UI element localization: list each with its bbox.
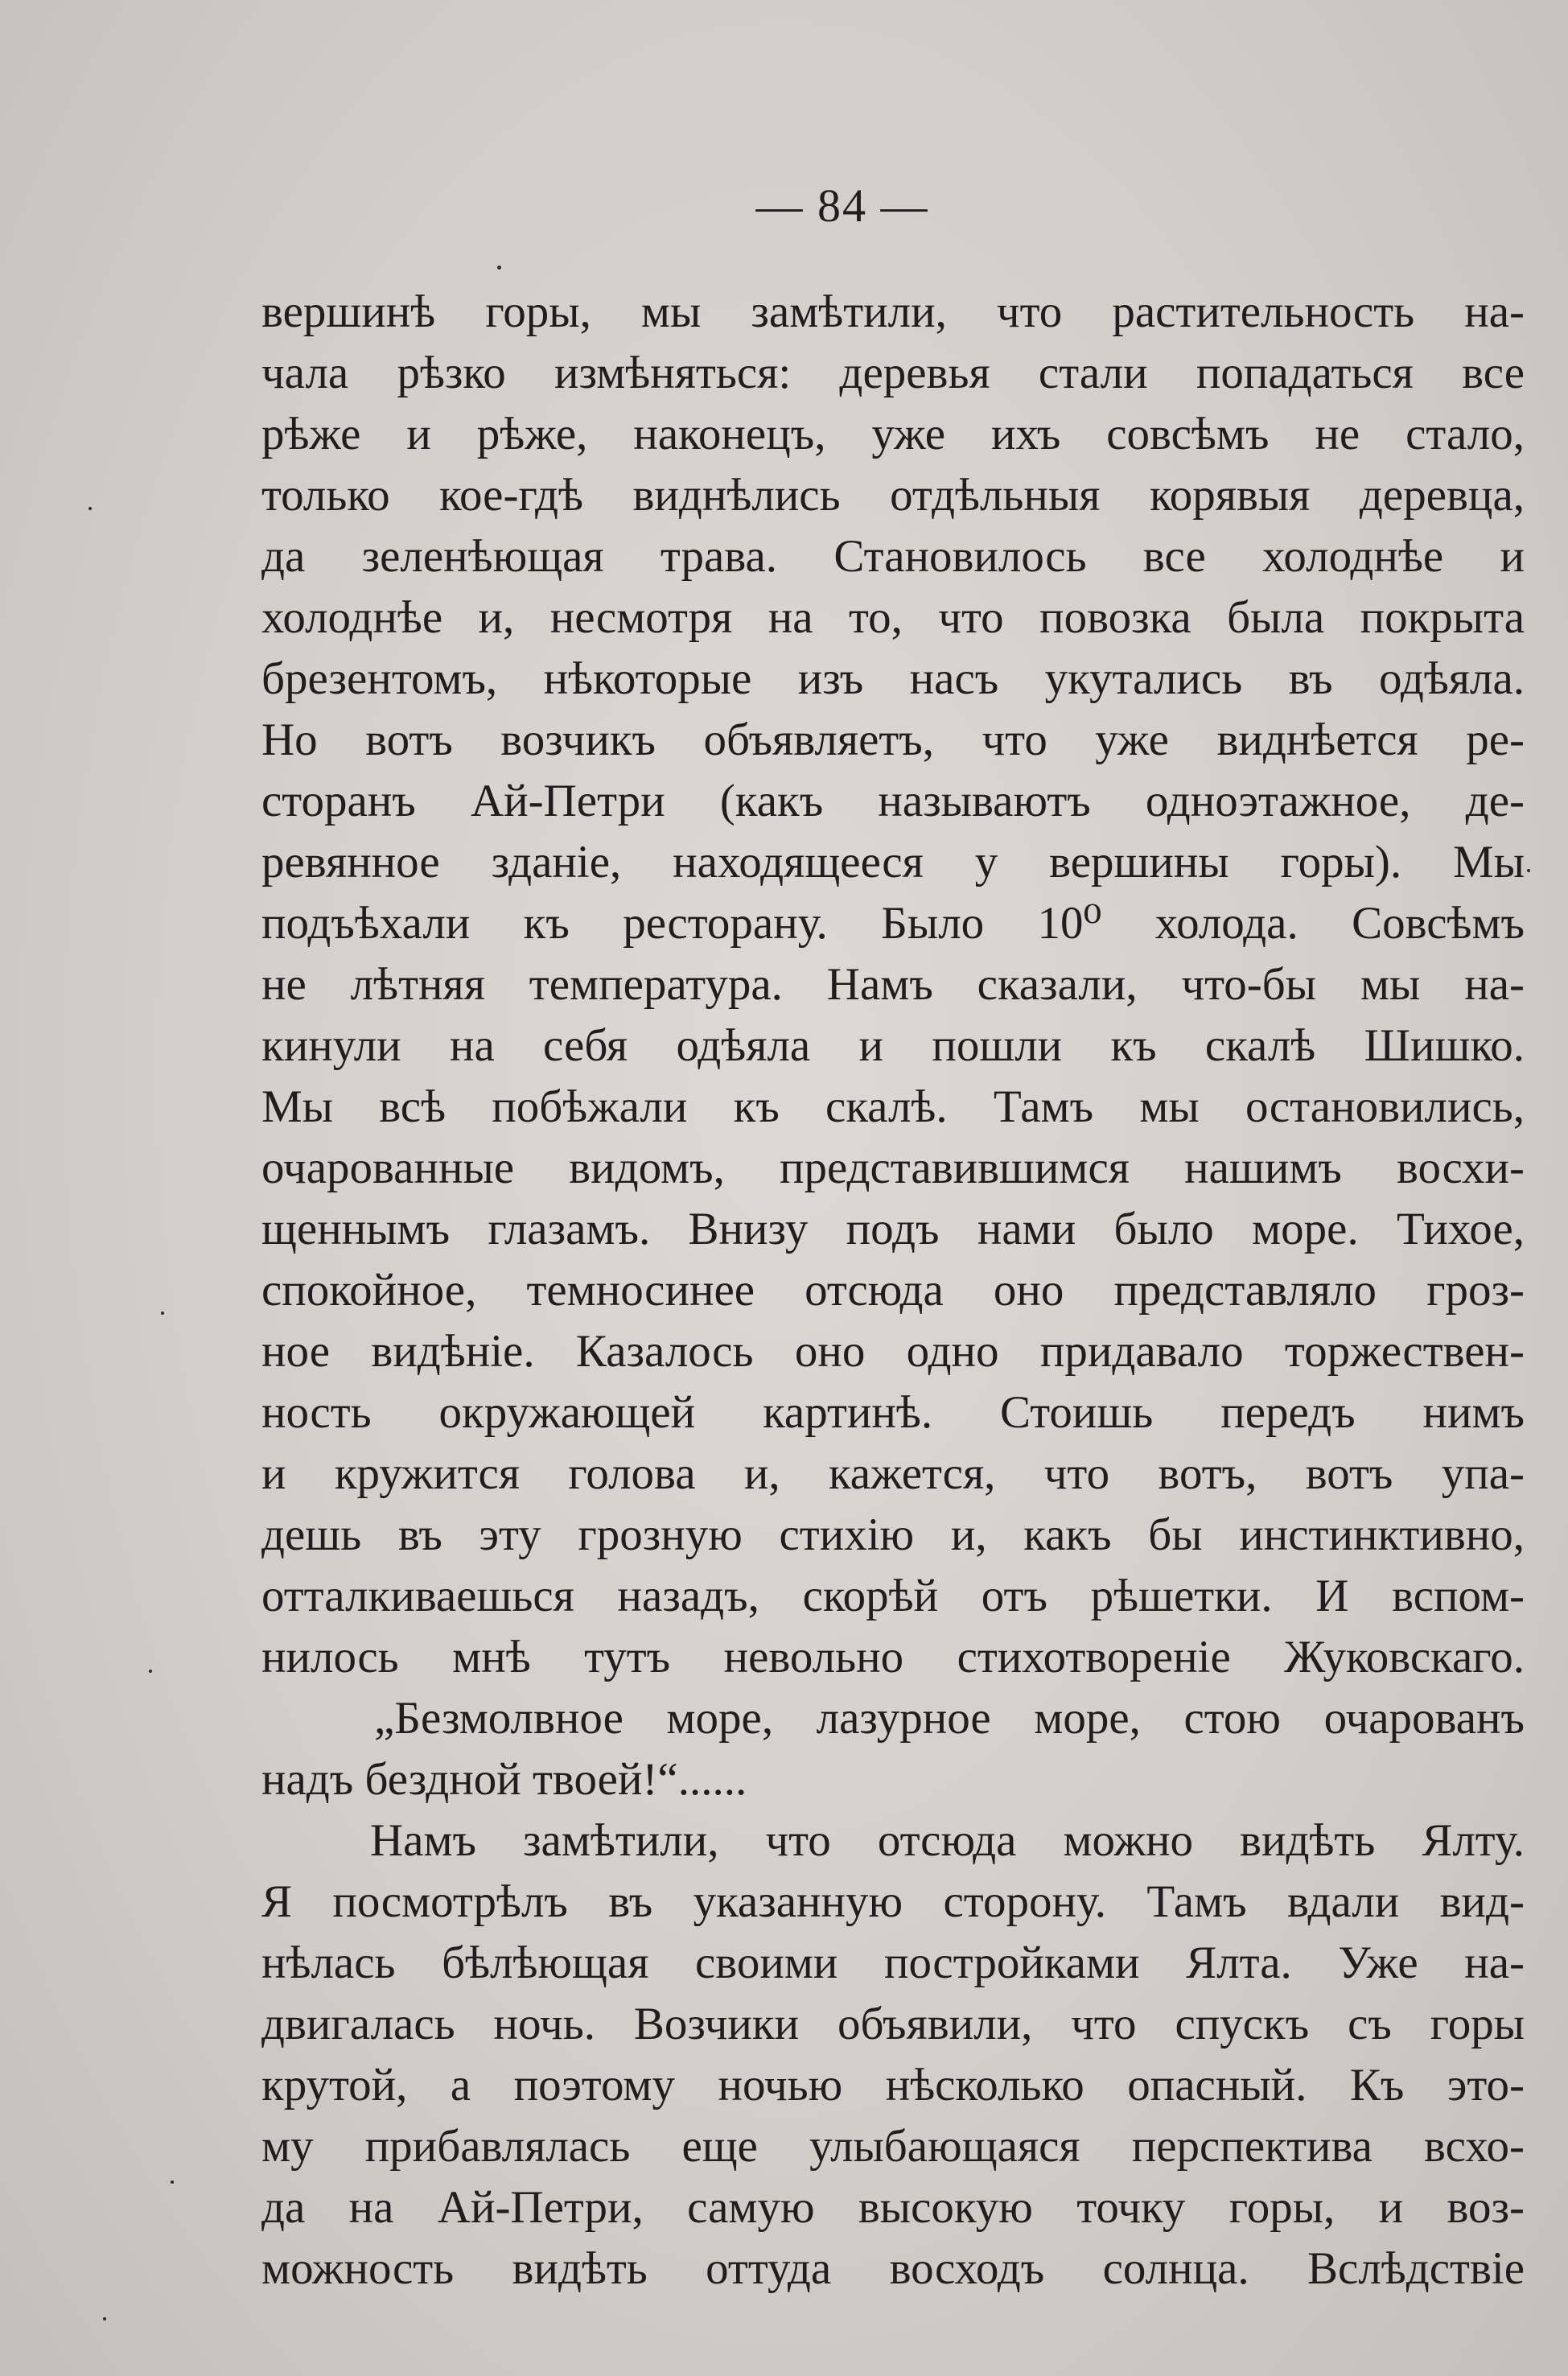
text-line: нѣлась бѣлѣющая своими постройками Ялта. Уже на-: [261, 1937, 1525, 1988]
print-speck: [171, 2180, 174, 2184]
paragraph-first-line: Намъ замѣтили, что отсюда можно видѣть Ялту.: [370, 1815, 1525, 1866]
text-line: нилось мнѣ тутъ невольно стихотвореніе Жуковскаго.: [261, 1632, 1525, 1682]
print-speck: [497, 266, 501, 270]
print-speck: [161, 1312, 164, 1315]
text-line: спокойное, темносинее отсюда оно представляло гроз-: [261, 1265, 1525, 1316]
text-line: брезентомъ, нѣкоторые изъ насъ укутались въ одѣяла.: [261, 653, 1525, 704]
print-speck: [88, 507, 92, 510]
text-line: двигалась ночь. Возчики объявили, что спускъ съ горы: [261, 1999, 1525, 2049]
text-line: му прибавлялась еще улыбающаяся перспектива всхо-: [261, 2121, 1525, 2172]
text-line: сторанъ Ай-Петри (какъ называютъ одноэтажное, де-: [261, 776, 1525, 826]
text-line: подъѣхали къ ресторану. Было 10⁰ холода. Совсѣмъ: [261, 898, 1525, 949]
poem-quote-line: надъ бездной твоей!“......: [261, 1754, 747, 1805]
text-line: Мы всѣ побѣжали къ скалѣ. Тамъ мы остановились,: [261, 1081, 1525, 1132]
text-line: отталкиваешься назадъ, скорѣй отъ рѣшетки. И вспом-: [261, 1571, 1525, 1621]
print-speck: [103, 2317, 106, 2320]
text-line: и кружится голова и, кажется, что вотъ, вотъ упа-: [261, 1448, 1525, 1499]
text-line: ревянное зданіе, находящееся у вершины горы). Мы: [261, 837, 1525, 887]
text-line: да зеленѣющая трава. Становилось все холоднѣе и: [261, 531, 1525, 582]
text-line: вершинѣ горы, мы замѣтили, что растительность на-: [261, 286, 1525, 337]
body-text: [261, 282, 1525, 2300]
text-line: крутой, а поэтому ночью нѣсколько опасный. Къ это-: [261, 2060, 1525, 2110]
text-line: Я посмотрѣлъ въ указанную сторону. Тамъ вдали вид-: [261, 1876, 1525, 1927]
text-line: только кое-гдѣ виднѣлись отдѣльныя корявыя деревца,: [261, 470, 1525, 521]
print-speck: [149, 1670, 152, 1673]
text-line: Но вотъ возчикъ объявляетъ, что уже виднѣется ре-: [261, 714, 1525, 765]
text-line: да на Ай-Петри, самую высокую точку горы, и воз-: [261, 2182, 1525, 2233]
page-number: — 84 —: [755, 179, 929, 232]
text-line: чала рѣзко измѣняться: деревья стали попадаться все: [261, 348, 1525, 398]
text-line: щеннымъ глазамъ. Внизу подъ нами было море. Тихое,: [261, 1204, 1525, 1254]
poem-quote-line: „Безмолвное море, лазурное море, стою очарованъ: [374, 1693, 1525, 1744]
text-line: рѣже и рѣже, наконецъ, уже ихъ совсѣмъ не стало,: [261, 409, 1525, 459]
text-line: очарованные видомъ, представившимся нашимъ восхи-: [261, 1143, 1525, 1193]
text-line: дешь въ эту грозную стихію и, какъ бы инстинктивно,: [261, 1509, 1525, 1560]
text-line: не лѣтняя температура. Намъ сказали, что-бы мы на-: [261, 959, 1525, 1010]
text-line: ность окружающей картинѣ. Стоишь передъ нимъ: [261, 1387, 1525, 1438]
text-line: можность видѣть оттуда восходъ солнца. Вслѣдствіе: [261, 2243, 1525, 2294]
text-line: холоднѣе и, несмотря на то, что повозка была покрыта: [261, 592, 1525, 643]
print-speck: [1527, 869, 1530, 872]
text-line: ное видѣніе. Казалось оно одно придавало торжествен-: [261, 1326, 1525, 1377]
text-line: кинули на себя одѣяла и пошли къ скалѣ Шишко.: [261, 1020, 1525, 1071]
